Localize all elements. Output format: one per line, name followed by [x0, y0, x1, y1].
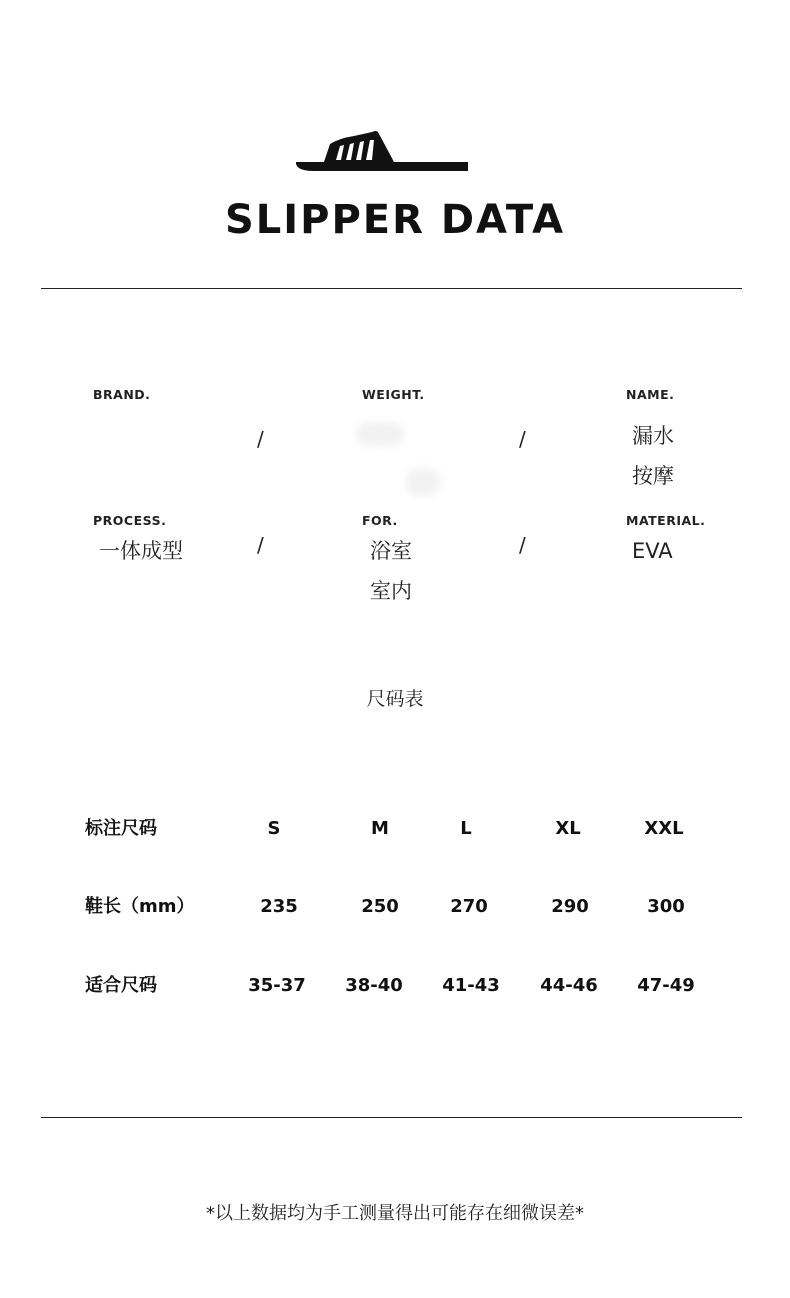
size-cell: 290 [551, 896, 589, 917]
process-label: PROCESS. [93, 513, 167, 528]
size-cell: 300 [647, 896, 685, 917]
size-cell: 38-40 [345, 975, 403, 996]
size-cell: 47-49 [637, 975, 695, 996]
weight-value-redacted-2 [406, 468, 440, 496]
size-cell: 41-43 [442, 975, 500, 996]
size-cell: 250 [361, 896, 399, 917]
size-cell: XXL [644, 818, 684, 839]
size-cell: S [267, 818, 281, 839]
material-label: MATERIAL. [626, 513, 706, 528]
weight-value-redacted [356, 422, 404, 446]
page-title: SLIPPER DATA [224, 197, 566, 243]
process-value: 一体成型 [99, 539, 183, 563]
separator-slash: / [257, 533, 264, 557]
brand-label: BRAND. [93, 387, 151, 402]
material-value: EVA [632, 539, 673, 563]
for-value-line1: 浴室 [370, 539, 412, 563]
name-value-line2: 按摩 [632, 464, 674, 488]
separator-slash: / [257, 427, 264, 451]
size-row-header: 标注尺码 [85, 818, 157, 839]
name-label: NAME. [626, 387, 675, 402]
footnote: *以上数据均为手工测量得出可能存在细微误差* [206, 1203, 584, 1224]
size-row-header: 鞋长（mm） [85, 896, 195, 917]
weight-label: WEIGHT. [362, 387, 425, 402]
size-cell: 235 [260, 896, 298, 917]
name-value-line1: 漏水 [632, 424, 674, 448]
slipper-icon [294, 124, 470, 174]
size-table-caption: 尺码表 [366, 688, 424, 710]
divider-top [41, 288, 742, 289]
size-cell: M [371, 818, 389, 839]
size-cell: 270 [450, 896, 488, 917]
separator-slash: / [519, 533, 526, 557]
size-row-header: 适合尺码 [85, 975, 157, 996]
size-cell: L [460, 818, 472, 839]
for-label: FOR. [362, 513, 398, 528]
for-value-line2: 室内 [370, 579, 412, 603]
size-cell: 35-37 [248, 975, 306, 996]
size-cell: 44-46 [540, 975, 598, 996]
separator-slash: / [519, 427, 526, 451]
size-cell: XL [555, 818, 581, 839]
divider-bottom [41, 1117, 742, 1118]
